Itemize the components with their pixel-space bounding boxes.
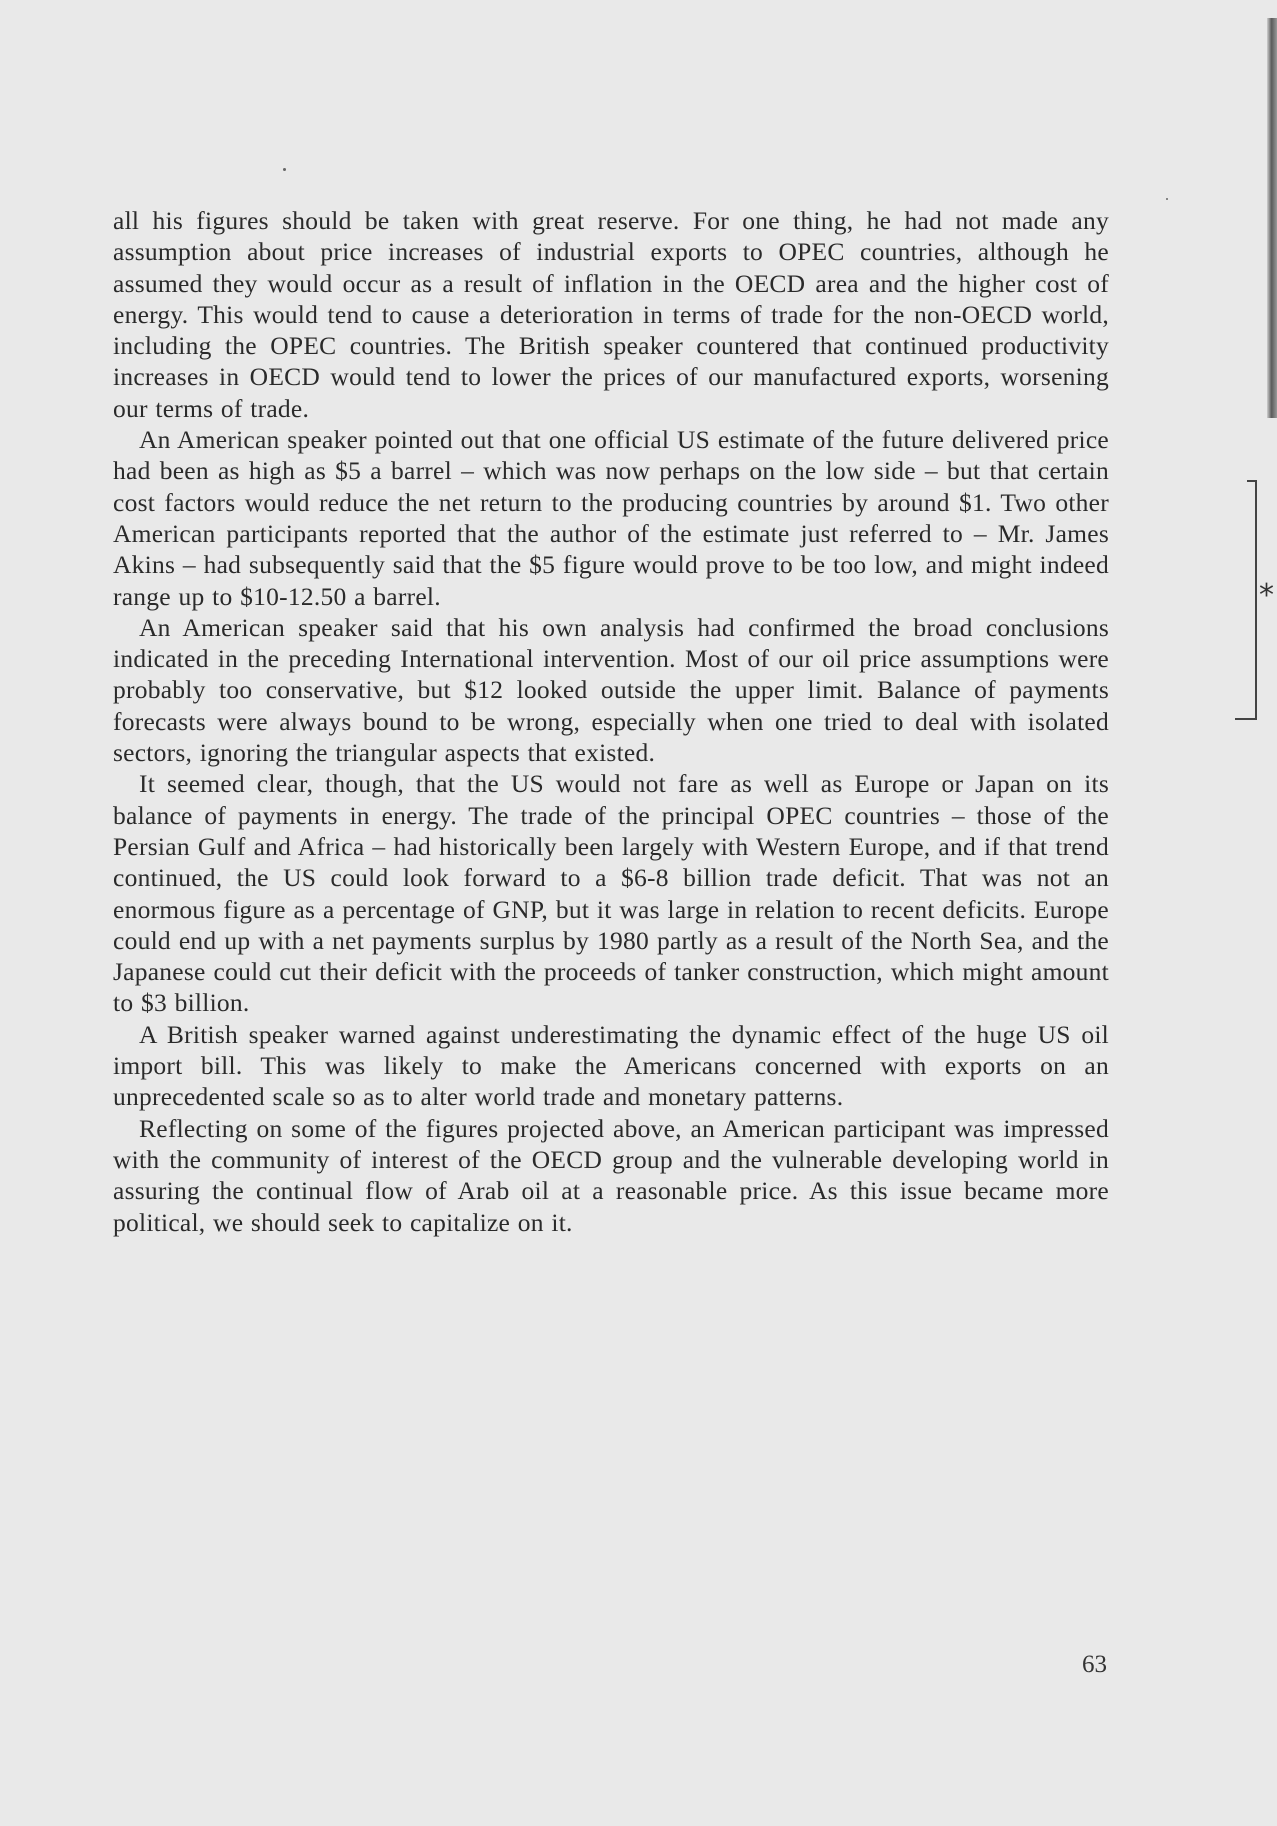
margin-bracket-mark [1245,480,1257,720]
margin-asterisk-mark: * [1259,578,1274,613]
paragraph-continued: all his figures should be taken with great reserve. For one thing, he had not made any assumption about price increases of industrial exports to OPEC countries, although he assumed they would occur as a result of inflation in the OECD area and the higher cost of energy. This would tend to cause a deterioration in terms of trade for the non-OECD world, including the OPEC countries. The British speaker countered that continued productivity increases in OECD would tend to lower the prices of our manufactured exports, worsening our terms of trade. [113,206,1109,423]
page-number: 63 [1082,1651,1107,1678]
paragraph: An American speaker said that his own analysis had confirmed the broad conclusions indicated in the preceding International intervention. Most of our oil price assumptions were probably too conservative, but $12 looked outside the upper limit. Balance of payments forecasts were always bound to be wrong, especially when one tried to deal with isolated sectors, ignoring the triangular aspects that existed. [113,612,1109,768]
dust-speck [283,168,286,171]
paragraph: Reflecting on some of the figures projected above, an American participant was impressed with the community of interest of the OECD group and the vulnerable developing world in assuring the continual flow of Arab oil at a reasonable price. As this issue became more political, we should seek to capitalize on it. [113,1113,1109,1237]
paragraph: It seemed clear, though, that the US would not fare as well as Europe or Japan on its balance of payments in energy. The trade of the principal OPEC countries – those of the Persian Gulf and Africa – had historically been largely with Western Europe, and if that trend continued, the US could look forward to a $6-8 billion trade deficit. That was not an enormous figure as a percentage of GNP, but it was large in relation to recent deficits. Europe could end up with a net payments surplus by 1980 partly as a result of the North Sea, and the Japanese could cut their deficit with the proceeds of tanker construction, which might amount to $3 billion. [113,769,1109,1018]
paragraph: A British speaker warned against underestimating the dynamic effect of the huge US oil import bill. This was likely to make the Americans concerned with exports on an unprecedented scale so as to alter world trade and monetary patterns. [113,1019,1109,1112]
page-body [113,205,1109,1238]
paragraph: An American speaker pointed out that one official US estimate of the future delivered price had been as high as $5 a barrel – which was now perhaps on the low side – but that certain cost factors would reduce the net return to the producing countries by around $1. Two other American participants reported that the author of the estimate just referred to – Mr. James Akins – had subsequently said that the $5 figure would prove to be too low, and might indeed range up to $10-12.50 a barrel. [113,425,1109,611]
dust-speck [1166,198,1168,200]
scan-edge-shadow [1267,18,1277,418]
